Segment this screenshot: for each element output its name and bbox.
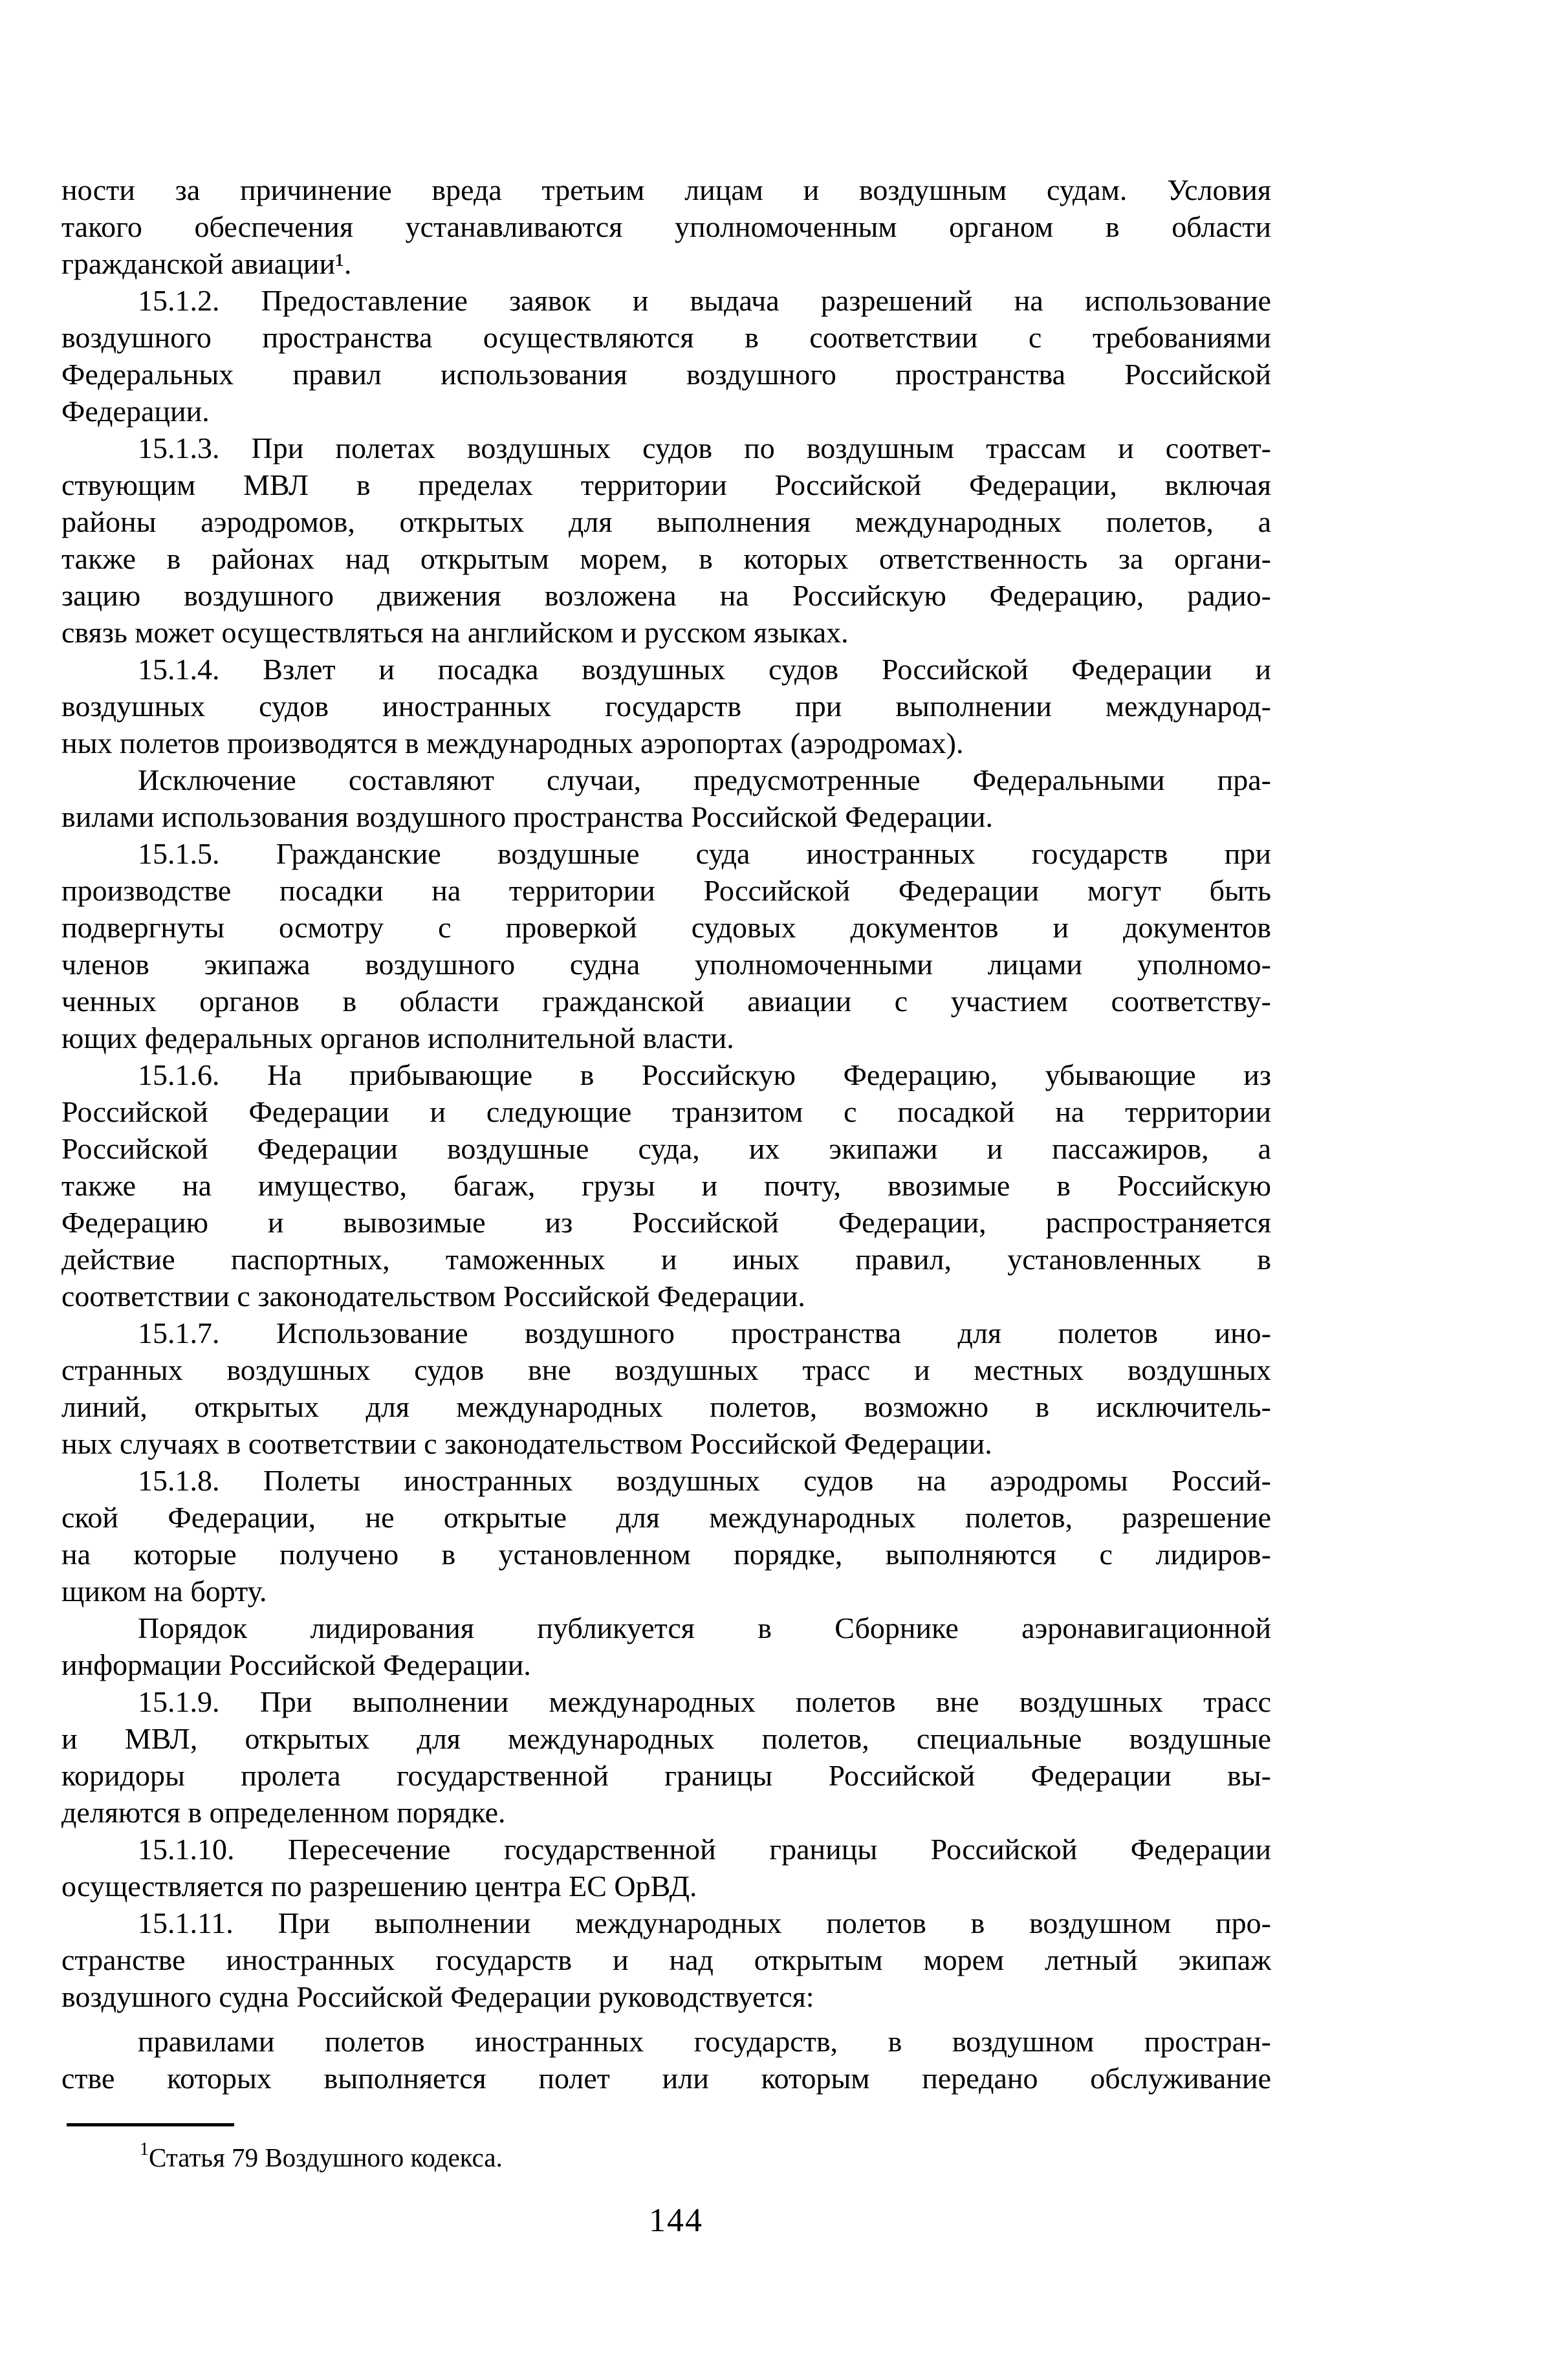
body-line: 15.1.5. Гражданские воздушные суда иностранных государств при [138, 837, 1271, 870]
body-line: гражданской авиации¹. [61, 247, 352, 280]
body-line: осуществляется по разрешению центра ЕС ОрВД. [61, 1870, 697, 1903]
page-number: 144 [649, 2202, 703, 2239]
body-line: 15.1.9. При выполнении международных полетов вне воздушных трасс [138, 1685, 1271, 1718]
body-line: ных случаях в соответствии с законодательством Российской Федерации. [61, 1427, 992, 1460]
footnote-divider [67, 2123, 234, 2126]
body-line: также на имущество, багаж, грузы и почту, ввозимые в Российскую [61, 1169, 1271, 1202]
body-line: щиком на борту. [61, 1575, 267, 1608]
body-line: правилами полетов иностранных государств, в воздушном простран- [138, 2025, 1271, 2058]
text-block [61, 171, 1271, 2097]
body-line: 15.1.2. Предоставление заявок и выдача разрешений на использование [138, 284, 1271, 317]
footnote-marker: 1 [140, 2139, 149, 2159]
body-line: Федерации. [61, 395, 210, 428]
body-line: воздушного пространства осуществляются в соответствии с требованиями [61, 321, 1271, 354]
body-line: Порядок лидирования публикуется в Сборнике аэронавигационной [138, 1611, 1271, 1644]
body-line: ных полетов производятся в международных аэропортах (аэродромах). [61, 726, 964, 759]
body-line: линий, открытых для международных полетов, возможно в исключитель- [61, 1390, 1271, 1423]
body-line: соответствии с законодательством Российской Федерации. [61, 1280, 805, 1313]
body-line: вилами использования воздушного пространства Российской Федерации. [61, 800, 994, 833]
body-line: 15.1.7. Использование воздушного пространства для полетов ино- [138, 1316, 1271, 1349]
body-line: Федерацию и вывозимые из Российской Федерации, распространяется [61, 1206, 1271, 1239]
body-line: коридоры пролета государственной границы Российской Федерации вы- [61, 1759, 1271, 1792]
body-line: 15.1.6. На прибывающие в Российскую Федерацию, убывающие из [138, 1058, 1271, 1091]
body-line: зацию воздушного движения возложена на Российскую Федерацию, радио- [61, 579, 1271, 612]
body-line: и МВЛ, открытых для международных полетов, специальные воздушные [61, 1722, 1271, 1755]
body-line: Российской Федерации воздушные суда, их экипажи и пассажиров, а [61, 1132, 1271, 1165]
body-line: производстве посадки на территории Российской Федерации могут быть [61, 874, 1271, 907]
body-line: связь может осуществляться на английском и русском языках. [61, 616, 849, 649]
body-line: также в районах над открытым морем, в которых ответственность за органи- [61, 542, 1271, 575]
body-line: 15.1.4. Взлет и посадка воздушных судов Российской Федерации и [138, 653, 1271, 686]
body-line: ности за причинение вреда третьим лицам и воздушным судам. Условия [61, 173, 1271, 206]
body-line: ченных органов в области гражданской авиации с участием соответству- [61, 985, 1271, 1018]
body-line: деляются в определенном порядке. [61, 1796, 506, 1829]
body-line: Российской Федерации и следующие транзитом с посадкой на территории [61, 1095, 1271, 1128]
footnote-text: Статья 79 Воздушного кодекса. [149, 2143, 503, 2172]
body-line: Исключение составляют случаи, предусмотренные Федеральными пра- [138, 763, 1271, 796]
body-line: информации Российской Федерации. [61, 1648, 531, 1681]
body-line: стве которых выполняется полет или которым передано обслуживание [61, 2062, 1271, 2095]
body-line: странстве иностранных государств и над открытым морем летный экипаж [61, 1943, 1271, 1976]
footnote [61, 2141, 1271, 2174]
body-line: 15.1.10. Пересечение государственной границы Российской Федерации [138, 1833, 1271, 1866]
body-line: воздушных судов иностранных государств при выполнении международ- [61, 690, 1271, 723]
body-line: Федеральных правил использования воздушного пространства Российской [61, 358, 1271, 391]
body-line: ствующим МВЛ в пределах территории Российской Федерации, включая [61, 468, 1271, 501]
body-line: членов экипажа воздушного судна уполномоченными лицами уполномо- [61, 948, 1271, 981]
body-line: на которые получено в установленном порядке, выполняются с лидиров- [61, 1538, 1271, 1571]
body-line: районы аэродромов, открытых для выполнения международных полетов, а [61, 505, 1271, 538]
body-line: 15.1.11. При выполнении международных полетов в воздушном про- [138, 1906, 1271, 1939]
body-line: воздушного судна Российской Федерации руководствуется: [61, 1980, 814, 2013]
body-line: подвергнуты осмотру с проверкой судовых документов и документов [61, 911, 1271, 944]
body-line: ской Федерации, не открытые для международных полетов, разрешение [61, 1501, 1271, 1534]
body-line: такого обеспечения устанавливаются уполномоченным органом в области [61, 210, 1271, 243]
body-line: 15.1.8. Полеты иностранных воздушных судов на аэродромы Россий- [138, 1464, 1271, 1497]
body-line: странных воздушных судов вне воздушных трасс и местных воздушных [61, 1353, 1271, 1386]
body-line: действие паспортных, таможенных и иных правил, установленных в [61, 1243, 1271, 1276]
body-line: ющих федеральных органов исполнительной власти. [61, 1021, 734, 1054]
body-line: 15.1.3. При полетах воздушных судов по воздушным трассам и соответ- [138, 431, 1271, 464]
